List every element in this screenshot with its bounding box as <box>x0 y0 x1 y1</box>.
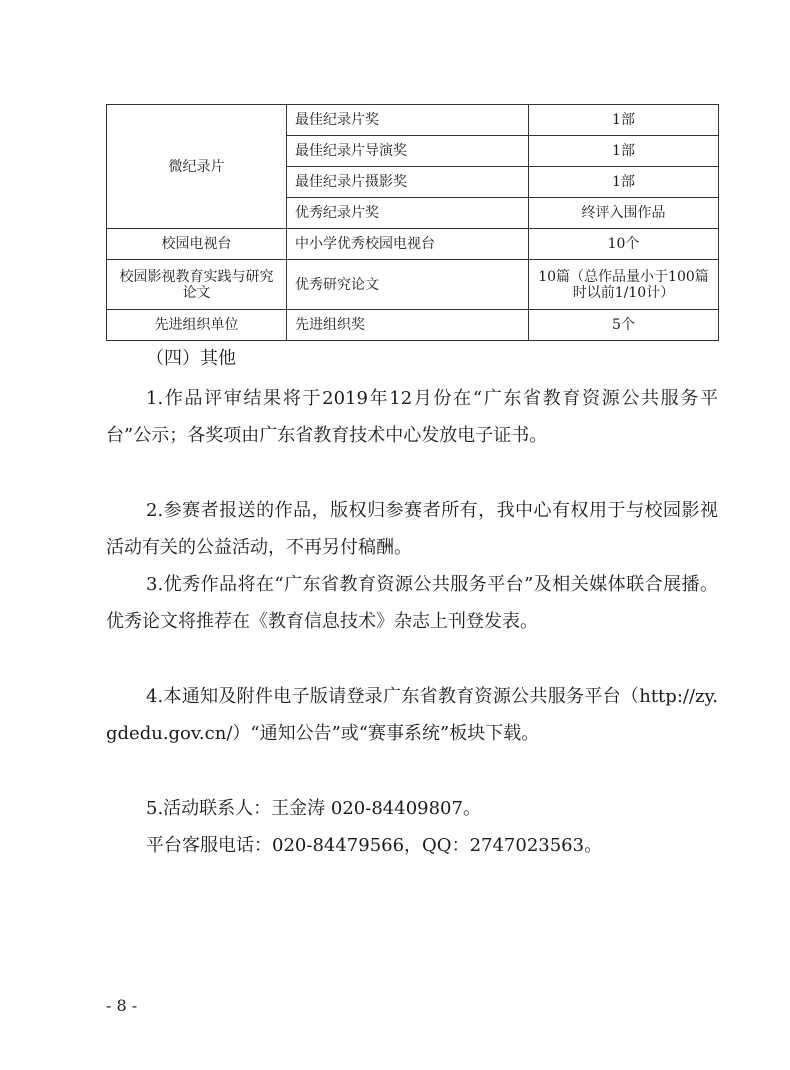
paragraph-4: 4.本通知及附件电子版请登录广东省教育资源公共服务平台（http://zy.gdedu.gov.cn/）“通知公告”或“赛事系统”板块下载。 <box>106 686 718 744</box>
awards-table <box>106 104 719 341</box>
count-cell: 5个 <box>529 310 719 341</box>
count-cell: 终评入围作品 <box>529 198 719 229</box>
category-cell: 校园影视教育实践与研究论文 <box>107 260 287 310</box>
count-cell: 1部 <box>529 105 719 136</box>
section-heading: （四）其他 <box>146 348 236 369</box>
count-cell: 10个 <box>529 229 719 260</box>
award-cell: 中小学优秀校园电视台 <box>287 229 529 260</box>
table-row <box>107 310 719 341</box>
count-cell: 1部 <box>529 167 719 198</box>
award-cell: 优秀研究论文 <box>287 260 529 310</box>
table-row <box>107 229 719 260</box>
table-row <box>107 105 719 136</box>
category-cell: 先进组织单位 <box>107 310 287 341</box>
table-row <box>107 260 719 310</box>
category-cell: 微纪录片 <box>107 105 287 229</box>
paragraph-2: 2.参赛者报送的作品，版权归参赛者所有，我中心有权用于与校园影视活动有关的公益活动，不再另付稿酬。 <box>106 500 718 558</box>
award-cell: 先进组织奖 <box>287 310 529 341</box>
award-cell: 最佳纪录片奖 <box>287 105 529 136</box>
paragraph-3: 3.优秀作品将在“广东省教育资源公共服务平台”及相关媒体联合展播。优秀论文将推荐在《教育信息技术》杂志上刊登发表。 <box>106 574 718 632</box>
contact-line: 5.活动联系人：王金涛 020-84409807。 <box>146 798 481 819</box>
category-cell: 校园电视台 <box>107 229 287 260</box>
award-cell: 最佳纪录片导演奖 <box>287 136 529 167</box>
page-number: - 8 - <box>106 996 138 1015</box>
paragraph-1: 1.作品评审结果将于2019年12月份在“广东省教育资源公共服务平台”公示；各奖项由广东省教育技术中心发放电子证书。 <box>106 388 718 446</box>
count-cell: 10篇（总作品量小于100篇时以前1/10计） <box>529 260 719 310</box>
award-cell: 最佳纪录片摄影奖 <box>287 167 529 198</box>
award-cell: 优秀纪录片奖 <box>287 198 529 229</box>
count-cell: 1部 <box>529 136 719 167</box>
service-phone-line: 平台客服电话：020-84479566，QQ：2747023563。 <box>146 835 603 856</box>
